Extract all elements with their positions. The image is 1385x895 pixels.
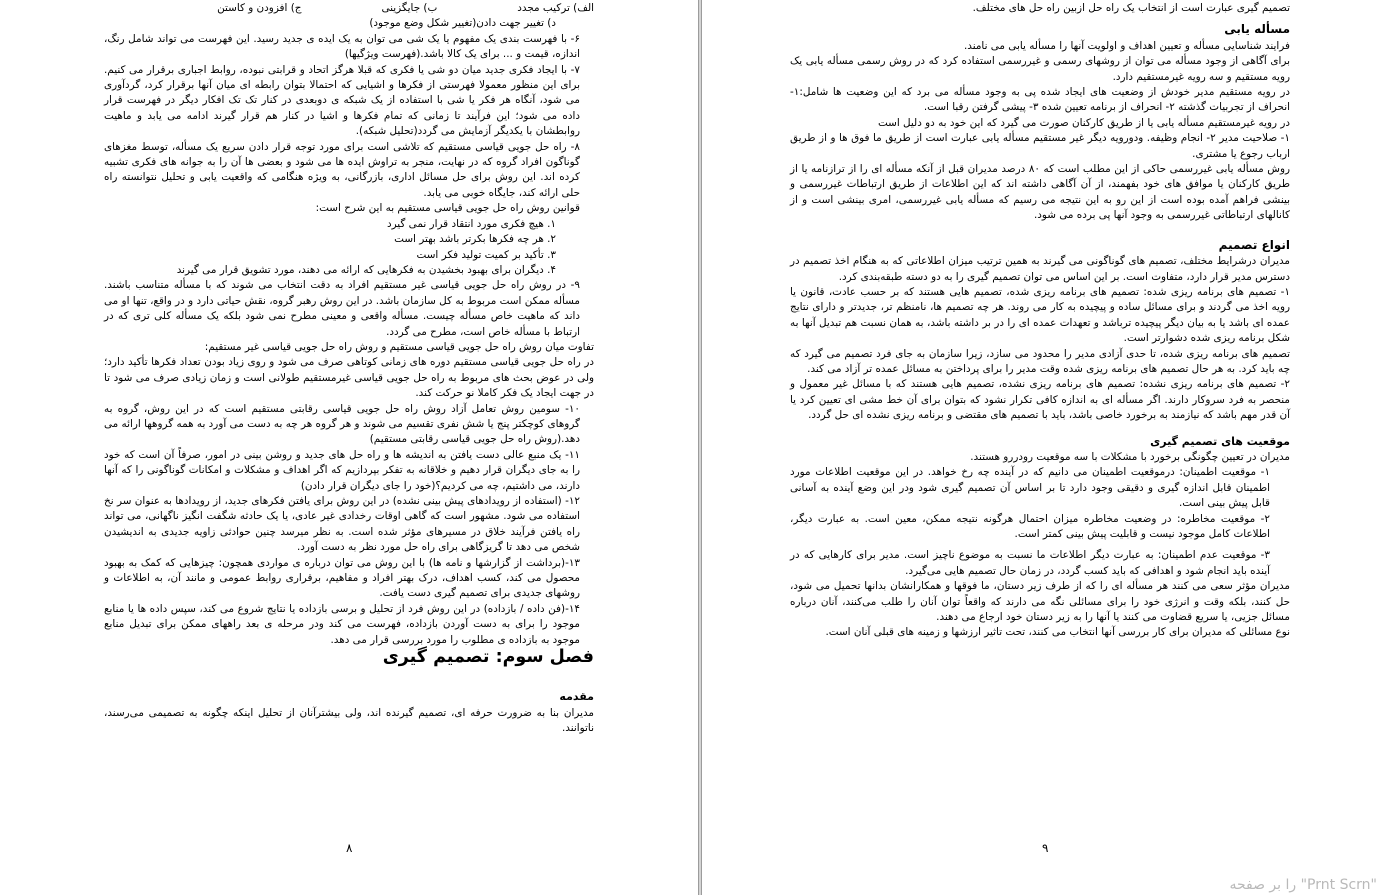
option-d: د) تغییر جهت دادن(تغییر شکل وضع موجود) <box>369 17 556 30</box>
list-item: ۱۱- یک منبع عالی دست یافتن به اندیشه ها و راه حل های جدید و روشن بینی در امور، صرفاً آن است که خود را به جای دیگران قرار دهیم و خلاقانه به تفکر بپردازیم که اگر اهداف و مشکلات و امکانات گوناگونی را که آنها دارند، می داشتیم، چه می کردیم؟(خود را جای دیگران قرار دادن) <box>104 448 580 492</box>
difference-text: در راه حل جویی قیاسی مستقیم دوره های زمانی کوتاهی صرف می شود و روی زیاد بودن تعداد فکرها تأکید دارد؛ ولی در عوض بحث های مربوط به راه حل جویی قیاسی غیرمستقیم طولانی است و زمان زیادی صرف می شود تا در جهت ایجاد یک فکر کاملا نو حرکت کند. <box>104 356 594 400</box>
intro-heading: مقدمه <box>559 690 594 704</box>
section-heading: انواع تصمیم <box>1218 237 1290 252</box>
paragraph: نوع مسائلی که مدیران برای کار بررسی آنها انتخاب می کنند، تحت تاثیر ارزشها و زمینه های قبلی آنان است. <box>825 626 1290 639</box>
list-item: ۳- موقعیت عدم اطمینان: به عبارت دیگر اطلاعات ما نسبت به موضوع ناچیز است. مدیر برای کارهایی که در آینده باید انجام شود و اهدافی که باید کسب گردد، در زمان حال تصمیم هایی می‌گیرد. <box>790 549 1270 577</box>
paragraph: مدیران در تعیین چگونگی برخورد با مشکلات با سه موقعیت رودررو هستند. <box>970 450 1290 463</box>
paragraph: مدیران مؤثر سعی می کنند هر مسأله ای را که از طرف زیر دستان، ما فوقها و همکارانشان بدانها تحمیل می شود، حل کنند، بلکه وقت و انرژی خود را برای مسائلی نگه می دارند که واقعاً توان آنان را طلب می‌کنند، آنان درباره مسائل جزیی، یا سریع قضاوت می کنند یا آنها را به زیر دستان خود ارجاع می دهند. <box>790 580 1290 624</box>
section-heading: مسأله یابی <box>1224 22 1290 37</box>
page-number: ۹ <box>1042 841 1049 855</box>
list-item: ۲- موقعیت مخاطره: در وضعیت مخاطره میزان احتمال هرگونه نتیجه ممکن، معین است. به عبارت دیگر، اطلاعات کامل موجود نیست و قابلیت پیش بینی کمتر است. <box>790 512 1270 540</box>
list-item: ۱۳-(برداشت از گزارشها و نامه ها) با این روش می توان درباره ی مواردی همچون: چیزهایی که کمک به بهبود محصول می کند، کسب اهداف، درک بهتر افراد و مفاهیم، برقراری روابط عمومی و مانند آن، به اطلاعات و روشهای جدیدی برای تصمیم گیری دست یافت. <box>104 556 580 600</box>
paragraph: ۲- تصمیم های برنامه ریزی نشده: تصمیم های برنامه ریزی نشده، تصمیم هایی هستند که با مسائل غیر معمول و منحصر به فرد سروکار دارند. اگر مسأله ای به اندازه کافی تکرار نشود که بتوان برای آن خط مشی ای تعیین کرد یا آن قدر مهم باشد که نیازمند به برخورد خاصی باشد، باید با تصمیم های مقتضی و برنامه ریزی نشده ای حل گردد. <box>790 378 1290 422</box>
list-item: ۱۰- سومین روش تعامل آزاد روش راه حل جویی قیاسی رقابتی مستقیم است که در این روش، گروه به گروهای کوچکتر پنج یا شش نفری تقسیم می شوند و هر گروه هر چه به دست می آورد به همه گروهها ارائه می دهد.(روش راه حل جویی قیاسی رقابتی مستقیم) <box>104 402 580 446</box>
paragraph: فرایند شناسایی مسأله و تعیین اهداف و اولویت آنها را مسأله یابی می نامند. <box>963 39 1290 52</box>
list-item: ۷- با ایجاد فکری جدید میان دو شی یا فکری که قبلا هرگز اتحاد و قرابتی نبوده، روابط اجباری برقرار می کنیم. برای این منظور معمولا فهرستی از فکرها و اشیایی که احتمالا بتوان رابطه ای میان آنها برقرار کرد، گردآوری می شود، آنگاه هر فکر یا شی با استفاده از یک شبکه ی دوبعدی در کنار تک تک افکار دیگر در فهرست قرار داده می شود؛ این فرآیند تا زمانی که تمام فکرها و اشیا در کنار هم قرار گیرند ادامه می یابد و ماهیت روابطشان با یکدیگر آزمایش می گردد(تحلیل شبکه). <box>104 63 580 138</box>
list-item: ۸- راه حل جویی قیاسی مستقیم که تلاشی است برای مورد توجه قرار دادن سریع یک مسأله، توسط مغزهای گوناگون افراد گروه که در نهایت، منجر به تراوش ایده ها می شود و بعضی ها آن را به جوانه های فکری تشبیه کرده اند. این روش برای حل مسائل اداری، بازرگانی، به ویژه هنگامی که واقعیت یابی و تحلیل نتوانسته راه حلی ارائه کند، جایگاه خوبی می یابد. <box>104 140 580 199</box>
opening-line: تصمیم گیری عبارت است از انتخاب یک راه حل ازبین راه حل های مختلف. <box>972 2 1290 14</box>
paragraph: ۱- صلاحیت مدیر ۲- انجام وظیفه. ودورویه دیگر غیر مستقیم مسأله یابی عبارت است از طریق ما فوق ها و از طریق ارباب رجوع یا مشتری. <box>790 132 1290 160</box>
options-row <box>104 1 594 16</box>
rule-item: ۴. دیگران برای بهبود بخشیدن به فکرهایی که ارائه می دهند، مورد تشویق قرار می گیرند <box>176 263 556 276</box>
right-text-column <box>790 1 1290 641</box>
paragraph: مدیران درشرایط مختلف، تصمیم های گوناگونی می گیرند به همین ترتیب میزان اطلاعاتی که به هنگام اخذ تصمیم در دسترس مدیر قرار دارد، متفاوت است. بر این اساس می توان تصمیم گیری را به دو دسته طبقه‌بندی کرد. <box>790 255 1290 283</box>
list-item: ۱۴-(فن داده / بازداده) در این روش فرد از تحلیل و برسی بازداده یا نتایج شروع می کند، سپس داده ها یا منابع موجود را برای به دست آوردن بازداده، فهرست می کند ودر مرحله ی بعد راههای ممکن برای تبدیل منابع موجود به بازداده ی مطلوب را مورد بررسی قرار می دهد. <box>104 602 580 646</box>
right-page <box>702 0 1385 895</box>
chapter-title: فصل سوم: تصمیم گیری <box>382 647 594 668</box>
paragraph: در رویه غیرمستقیم مسأله یابی یا از طریق کارکنان صورت می گیرد که این خود به دو دلیل است <box>877 116 1290 129</box>
option-c: ج) افزودن و کاستن <box>217 2 302 14</box>
list-item: ۱۲- (استفاده از رویدادهای پیش بینی نشده) در این روش برای یافتن فکرهای جدید، از رویدادها به عنوان سر نخ استفاده می شود. مشهور است که گاهی اوقات رخدادی غیر عادی، یا یک حادثه شگفت انگیز ناگهانی، می تواند راه یافتن فرآیند خلاق در مسیرهای مؤثر شده است. به نظر میرسد چنین حوادثی زاویه جدیدی به اندیشیدن شخص می دهد تا گریزگاهی برای راه حل مورد نظر به دست آورد. <box>104 495 580 554</box>
left-text-column <box>104 1 594 737</box>
list-item: ۹- در روش راه حل جویی قیاسی غیر مستقیم افراد به دقت انتخاب می شوند که با مسأله متناسب باشند. مسأله ممکن است مربوط به کل سازمان باشد. در این روش رهبر گروه، نقش حیاتی دارد و در واقع، تنها او می داند که ماهیت خاص مسأله چیست. مسأله واقعی و معینی مطرح نمی شود بلکه یک مسأله کلی تری که در ارتباط با مسأله خاص است، مطرح می گردد. <box>104 279 580 338</box>
watermark-text: "Prnt Scrn" را بر صفحه <box>1229 877 1377 893</box>
difference-title: تفاوت میان روش راه حل جویی قیاسی مستقیم و روش راه حل جویی قیاسی غیر مستقیم: <box>204 340 594 353</box>
rules-intro: قوانین روش راه حل جویی قیاسی مستقیم به این شرح است: <box>315 202 580 215</box>
page-number: ۸ <box>346 841 353 855</box>
section-heading: موقعیت های تصمیم گیری <box>1150 434 1290 448</box>
rule-item: ۱. هیچ فکری مورد انتقاد قرار نمی گیرد <box>386 217 556 230</box>
paragraph: تصمیم های برنامه ریزی شده، تا حدی آزادی مدیر را محدود می سازد، زیرا سازمان به جای فرد تصمیم می گیرد که چه باید کرد. به هر حال تصمیم های برنامه ریزی شده وقت مدیر را برای پرداختن به مسائل عمده تر آزاد می کند. <box>790 347 1290 375</box>
rule-item: ۲. هر چه فکرها بکرتر باشد بهتر است <box>394 233 556 246</box>
list-item: ۱- موقعیت اطمینان: درموقعیت اطمینان می دانیم که در آینده چه رخ خواهد. در این موقعیت اطلاعات مورد اطمینان قابل اندازه گیری و دقیقی وجود دارد تا بر اساس آن تصمیم گیری شود ودر این وضع آینده به آسانی قابل پیش بینی است. <box>790 466 1270 510</box>
list-item: ۶- با فهرست بندی یک مفهوم یا یک شی می توان به یک ایده ی جدید رسید. این فهرست می تواند شامل رنگ، اندازه، قیمت و ... برای یک کالا باشد.(فهرست ویژگیها) <box>104 32 580 61</box>
intro-text: مدیران بنا به ضرورت حرفه ای، تصمیم گیرنده اند، ولی بیشترآنان از تحلیل اینکه چگونه به تصمیمی می‌رسند، ناتوانند. <box>104 706 594 735</box>
option-a: الف) ترکیب مجدد <box>517 2 594 14</box>
rule-item: ۳. تأکید بر کمیت تولید فکر است <box>416 248 556 261</box>
paragraph: در رویه مستقیم مدیر خودش از وضعیت های ایجاد شده پی به وجود مسأله می برد که این وضعیت ها شامل:۱- انحراف از تجربیات گذشته ۲- انحراف از برنامه تعیین شده ۳- پیشی گرفتن رقبا است. <box>790 86 1290 114</box>
paragraph: روش مسأله یابی غیررسمی حاکی از این مطلب است که ۸۰ درصد مدیران قبل از آنکه مسأله ای را از ترازنامه یا از طریق کارکنان یا موافق های خود بفهمند، از آن آگاهی داشته اند که این اطلاعات از طریق ارتباطات غیررسمی و بینشی فراهم آمده بوده است از این رو به این نتیجه می رسیم که مسأله یابی غیررسمی، امری بینشی است و از کانالهای ارتباطاتی غیررسمی به وجود آنها پی برده می شود. <box>790 163 1291 222</box>
option-b: ب) جایگزینی <box>381 2 438 14</box>
paragraph: برای آگاهی از وجود مسأله می توان از روشهای رسمی و غیررسمی استفاده کرد که در روش رسمی مسأله یابی یک رویه مستقیم و سه رویه غیرمستقیم دارد. <box>790 55 1290 83</box>
paragraph: ۱- تصمیم های برنامه ریزی شده: تصمیم های برنامه ریزی شده، تصمیم هایی هستند که بر حسب عادت، قانون یا رویه اخذ می گردند و برای مسائل ساده و پیچیده به کار می روند. هر چه تصمیم ها، نامنظم تر، جدیدتر و دارای نتایج عمده ای باشد یا به بیان دیگر پیچیده ترباشد و تعهدات عمده ای را در بر داشته باشد، به همان نسبت هم تبدیل آنها به شکل برنامه ریزی شده دشوارتر است. <box>790 285 1290 345</box>
